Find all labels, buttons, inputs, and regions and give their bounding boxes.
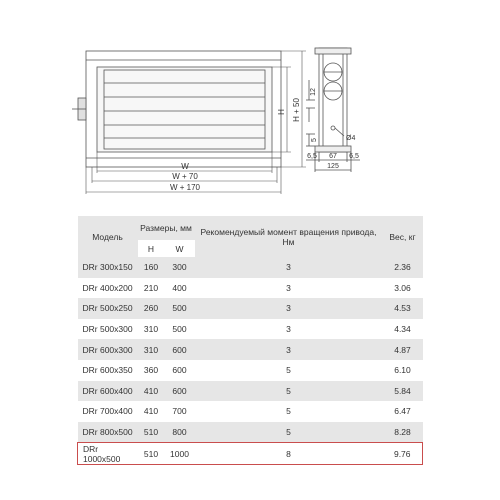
cell-model: DRr 500x250 bbox=[78, 298, 138, 319]
dim-6-5-left: 6,5 bbox=[307, 153, 317, 160]
cell-w: 600 bbox=[165, 360, 195, 381]
side-bottom-flange bbox=[315, 146, 351, 152]
table-row bbox=[78, 278, 423, 299]
dim-6-5-right: 6,5 bbox=[349, 153, 359, 160]
cell-torque: 3 bbox=[195, 319, 383, 340]
cell-model: DRr 500x300 bbox=[78, 319, 138, 340]
cell-model: DRr 600x400 bbox=[78, 381, 138, 402]
cell-w: 700 bbox=[165, 401, 195, 422]
cell-h: 510 bbox=[138, 422, 165, 443]
cell-h: 310 bbox=[138, 339, 165, 360]
cell-h: 210 bbox=[138, 278, 165, 299]
col-h-header: H bbox=[138, 240, 165, 257]
cell-model: DRr 1000x500 bbox=[78, 443, 138, 465]
cell-torque: 5 bbox=[195, 401, 383, 422]
cell-weight: 2.36 bbox=[383, 257, 423, 278]
dim-h: H bbox=[277, 109, 286, 115]
dim-w-plus-170: W + 170 bbox=[169, 183, 201, 192]
cell-torque: 5 bbox=[195, 381, 383, 402]
dim-w: W bbox=[181, 162, 189, 171]
cell-weight: 9.76 bbox=[383, 443, 423, 465]
cell-torque: 3 bbox=[195, 298, 383, 319]
cell-w: 1000 bbox=[165, 443, 195, 465]
cell-torque: 3 bbox=[195, 257, 383, 278]
dim-diameter-4: Ø4 bbox=[346, 135, 356, 142]
table-body bbox=[78, 257, 423, 464]
dim-12: 12 bbox=[310, 88, 317, 96]
table-header-row bbox=[78, 216, 423, 240]
table-row bbox=[78, 339, 423, 360]
cell-h: 260 bbox=[138, 298, 165, 319]
col-torque-header: Рекомендуемый момент вращения привода, Нм bbox=[195, 216, 383, 257]
col-model-header: Модель bbox=[78, 216, 138, 257]
cell-torque: 3 bbox=[195, 278, 383, 299]
cell-model: DRr 800x500 bbox=[78, 422, 138, 443]
table-row bbox=[78, 401, 423, 422]
dim-h-plus-50: H + 50 bbox=[292, 98, 301, 122]
cell-torque: 3 bbox=[195, 339, 383, 360]
cell-weight: 6.47 bbox=[383, 401, 423, 422]
cell-h: 510 bbox=[138, 443, 165, 465]
cell-h: 410 bbox=[138, 381, 165, 402]
spec-table bbox=[77, 216, 423, 465]
cell-h: 160 bbox=[138, 257, 165, 278]
cell-w: 600 bbox=[165, 339, 195, 360]
dim-w-plus-70: W + 70 bbox=[172, 172, 198, 181]
cell-weight: 8.28 bbox=[383, 422, 423, 443]
cell-model: DRr 600x300 bbox=[78, 339, 138, 360]
cell-w: 300 bbox=[165, 257, 195, 278]
front-view bbox=[72, 51, 281, 167]
cell-torque: 8 bbox=[195, 443, 383, 465]
cell-w: 500 bbox=[165, 319, 195, 340]
cell-w: 800 bbox=[165, 422, 195, 443]
col-weight-header: Вес, кг bbox=[383, 216, 423, 257]
table-row bbox=[78, 319, 423, 340]
cell-h: 410 bbox=[138, 401, 165, 422]
dim-125: 125 bbox=[327, 163, 339, 170]
table-row bbox=[78, 298, 423, 319]
technical-drawing bbox=[0, 0, 500, 205]
cell-weight: 5.84 bbox=[383, 381, 423, 402]
side-top-flange bbox=[315, 48, 351, 54]
table-row bbox=[78, 257, 423, 278]
cell-h: 310 bbox=[138, 319, 165, 340]
damper-body bbox=[97, 67, 272, 152]
dim-67: 67 bbox=[329, 153, 337, 160]
cell-model: DRr 400x200 bbox=[78, 278, 138, 299]
table-row bbox=[78, 422, 423, 443]
table-row bbox=[78, 381, 423, 402]
cell-h: 360 bbox=[138, 360, 165, 381]
cell-torque: 5 bbox=[195, 360, 383, 381]
cell-weight: 4.34 bbox=[383, 319, 423, 340]
cell-torque: 5 bbox=[195, 422, 383, 443]
table-row bbox=[78, 443, 423, 465]
dim-5: 5 bbox=[311, 138, 318, 142]
cell-model: DRr 600x350 bbox=[78, 360, 138, 381]
mount-hole bbox=[331, 126, 335, 130]
cell-w: 400 bbox=[165, 278, 195, 299]
cell-w: 600 bbox=[165, 381, 195, 402]
cell-model: DRr 300x150 bbox=[78, 257, 138, 278]
cell-weight: 3.06 bbox=[383, 278, 423, 299]
cell-weight: 6.10 bbox=[383, 360, 423, 381]
cell-weight: 4.87 bbox=[383, 339, 423, 360]
table-row bbox=[78, 360, 423, 381]
cell-model: DRr 700x400 bbox=[78, 401, 138, 422]
cell-w: 500 bbox=[165, 298, 195, 319]
cell-weight: 4.53 bbox=[383, 298, 423, 319]
col-w-header: W bbox=[165, 240, 195, 257]
col-sizes-header: Размеры, мм bbox=[138, 216, 195, 240]
